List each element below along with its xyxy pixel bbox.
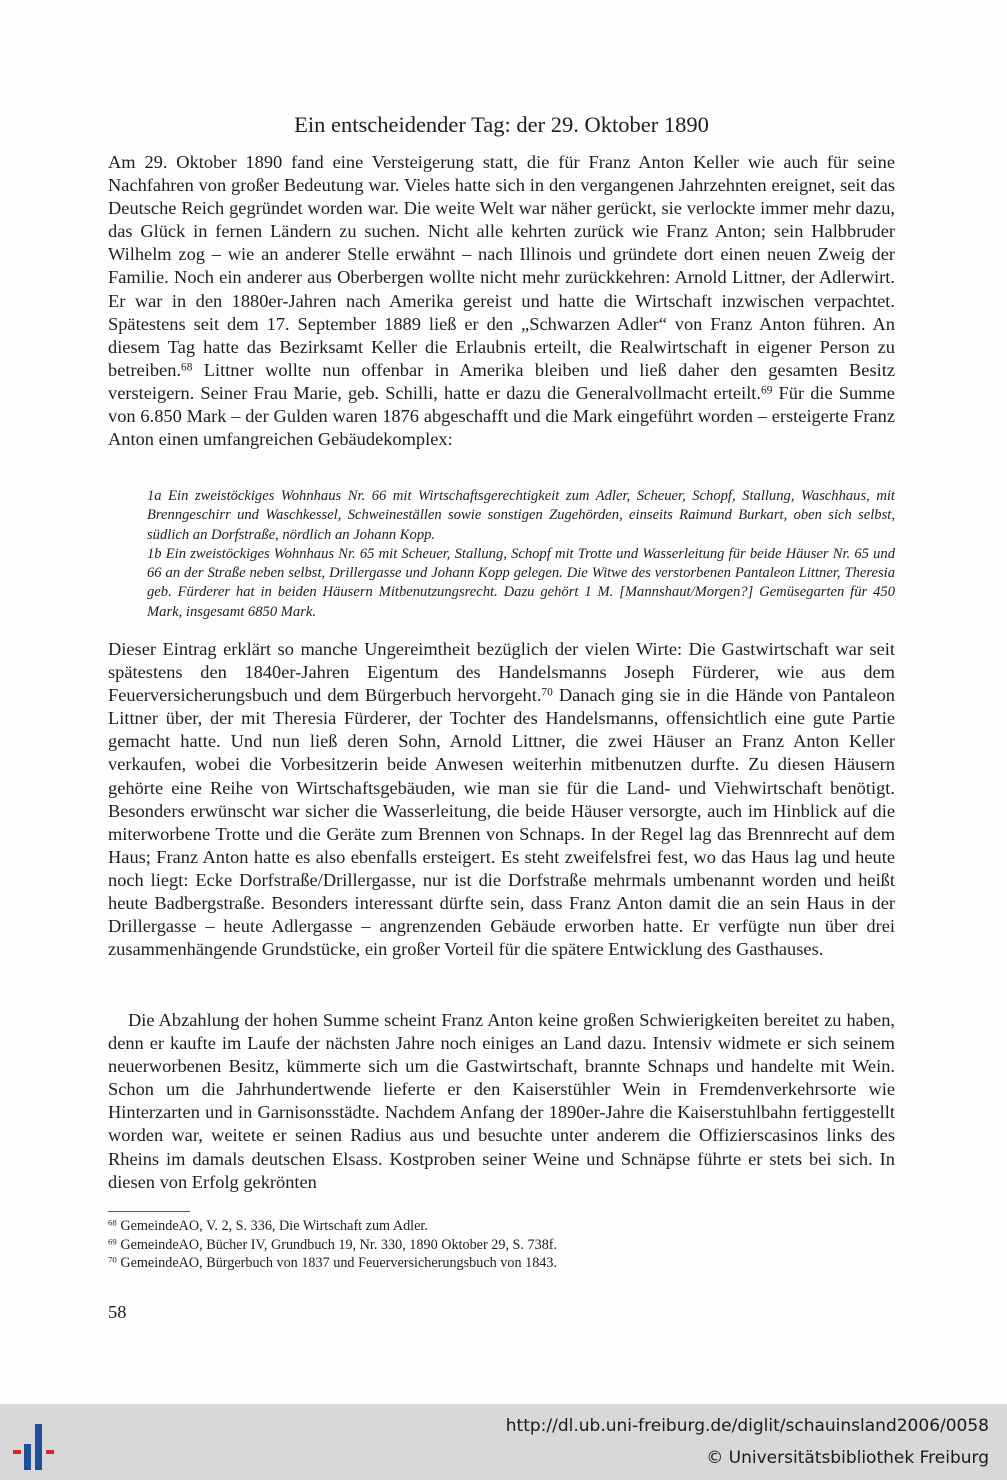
footnote-ref-68[interactable]: 68 bbox=[181, 361, 193, 374]
footnote-ref-70[interactable]: 70 bbox=[541, 686, 553, 699]
paragraph-2: Dieser Eintrag erklärt so manche Ungereimtheit bezüglich der vielen Wirte: Die Gastwirtschaft war seit spätestens den 1840er-Jahren Eigentum des Handelsmanns Joseph Fürderer, wie aus dem Feuerversicherungsbuch und dem Bürgerbuch hervorgeht.$^{70}$ Danach ging sie in die Hände von Pantaleon Littner über, der mit Theresia Fürderer, der Tochter des Handelsmanns, offensichtlich eine gute Partie gemacht hatte. Und nun ließ deren Sohn, Arnold Littner, die zwei Häuser an Franz Anton Keller verkaufen, wobei die Vorbesitzerin beide Anwesen weiterhin mitbenutzen durfte. Zu diesen Häusern gehörte eine Reihe von Wirtschaftsgebäuden, wie man sie für die Land- und Viehwirtschaft benötigt. Besonders erwünscht war sicher die Wasserleitung, die beide Häuser versorgte, auch im Hinblick auf die miterworbene Trotte und die Geräte zum Brennen von Schnaps. In der Regel lag das Brennrecht auf dem Haus; Franz Anton hatte es also ebenfalls ersteigert. Es steht zweifelsfrei fest, wo das Haus lag und heute noch liegt: Ecke Dorfstraße/Drillergasse, nur ist die Dorfstraße mehrmals umbenannt worden und heißt heute Badbergstraße. Besonders interessant dürfte sein, dass Franz Anton damit die an sein Haus in der Drillergasse – heute Adlergasse – angrenzenden Gebäude erworben hatte. Er verfügte nun über drei zusammenhängende Grundstücke, ein großer Vorteil für die spätere Entwicklung des Gasthauses. bbox=[108, 639, 895, 960]
paragraph-1: Am 29. Oktober 1890 fand eine Versteigerung statt, die für Franz Anton Keller wie auch für seine Nachfahren von großer Bedeutung war. Vieles hatte sich in den vergangenen Jahrzehnten ereignet, seit das Deutsche Reich gegründet worden war. Die weite Welt war näher gerückt, sie verlockte immer mehr dazu, das Glück in fernen Ländern zu suchen. Nicht alle kehrten zurück wie Franz Anton; sein Halbbruder Wilhelm zog – wie an anderer Stelle erwähnt – nach Illinois und gründete dort einen neuen Zweig der Familie. Noch ein anderer aus Oberbergen wollte nicht mehr zurückkehren: Arnold Littner, der Adlerwirt. Er war in den 1880er-Jahren nach Amerika gereist und hatte die Wirtschaft inzwischen verpachtet. Spätestens seit dem 17. September 1889 ließ er den „Schwarzen Adler“ von Franz Anton führen. An diesem Tag hatte das Bezirksamt Keller die Erlaubnis erteilt, die Realwirtschaft in eigener Person zu betreiben.$^{68}$ Littner wollte nun offenbar in Amerika bleiben und ließ daher den gesamten Besitz versteigern. Seiner Frau Marie, geb. Schilli, hatte er dazu die Generalvollmacht erteilt.$^{69}$ Für die Summe von 6.850 Mark – der Gulden waren 1876 abgeschafft und die Mark eingeführt worden – ersteigerte Franz Anton einen umfangreichen Gebäudekomplex: bbox=[108, 152, 895, 450]
chapter-heading: Ein entscheidender Tag: der 29. Oktober 1890 bbox=[294, 112, 709, 137]
footnote-ref-69[interactable]: 69 bbox=[761, 384, 773, 397]
footer-bar bbox=[0, 1404, 1007, 1480]
ub-freiburg-logo-icon[interactable] bbox=[8, 1420, 64, 1476]
footnote-69: $^{69}$ GemeindeAO, Bücher IV, Grundbuch 19, Nr. 330, 1890 Oktober 29, S. 738f. bbox=[108, 1236, 558, 1253]
page-number: 58 bbox=[108, 1302, 127, 1322]
footnote-68: $^{68}$ GemeindeAO, V. 2, S. 336, Die Wirtschaft zum Adler. bbox=[108, 1217, 428, 1234]
quote-item-1a: 1a Ein zweistöckiges Wohnhaus Nr. 66 mit Wirtschaftsgerechtigkeit zum Adler, Scheuer, Schopf, Stallung, Waschhaus, mit Brenngeschirr und Waschkessel, Schweineställen sowie sonstigen Zugehörden, einseits Raimund Burkart, oben sich selbst, südlich an Dorfstraße, nördlich an Johann Kopp. bbox=[147, 488, 895, 543]
quote-item-1b: 1b Ein zweistöckiges Wohnhaus Nr. 65 mit Scheuer, Stallung, Schopf mit Trotte und Wasserleitung für beide Häuser Nr. 65 und 66 an der Straße neben selbst, Drillergasse und Johann Kopp gelegen. Die Witwe des verstorbenen Pantaleon Littner, Theresia geb. Fürderer hat in beiden Häusern Mitbenutzungsrecht. Dazu gehört 1 M. [Mannshaut/Morgen?] Gemüsegarten für 450 Mark, insgesamt 6850 Mark. bbox=[147, 545, 895, 620]
copyright-notice: © Universitätsbibliothek Freiburg bbox=[706, 1448, 989, 1468]
footnote-70: $^{70}$ GemeindeAO, Bürgerbuch von 1837 und Feuerversicherungsbuch von 1843. bbox=[108, 1254, 558, 1272]
source-url-link[interactable]: http://dl.ub.uni-freiburg.de/diglit/schauinsland2006/0058 bbox=[505, 1416, 989, 1436]
block-quote bbox=[147, 487, 895, 622]
paragraph-3: Die Abzahlung der hohen Summe scheint Franz Anton keine großen Schwierigkeiten bereitet zu haben, denn er kaufte im Laufe der nächsten Jahre noch einiges an Land dazu. Intensiv widmete er sich seinem neuerworbenen Besitz, kümmerte sich um die Gastwirtschaft, brannte Schnaps und handelte mit Wein. Schon um die Jahrhundertwende lieferte er den Kaiserstühler Wein in Fremdenverkehrsorte wie Hinterzarten und in Garnisonsstädte. Nachdem Anfang der 1890er-Jahre die Kaiserstuhlbahn fertiggestellt worden war, weitete er seinen Radius aus und besuchte unter anderem die Offizierscasinos links des Rheins im damals deutschen Elsass. Kostproben seiner Weine und Schnäpse führte er stets bei sich. In diesen von Erfolg gekrönten bbox=[108, 1010, 895, 1192]
footnote-divider bbox=[108, 1211, 190, 1212]
footnotes bbox=[108, 1217, 895, 1273]
